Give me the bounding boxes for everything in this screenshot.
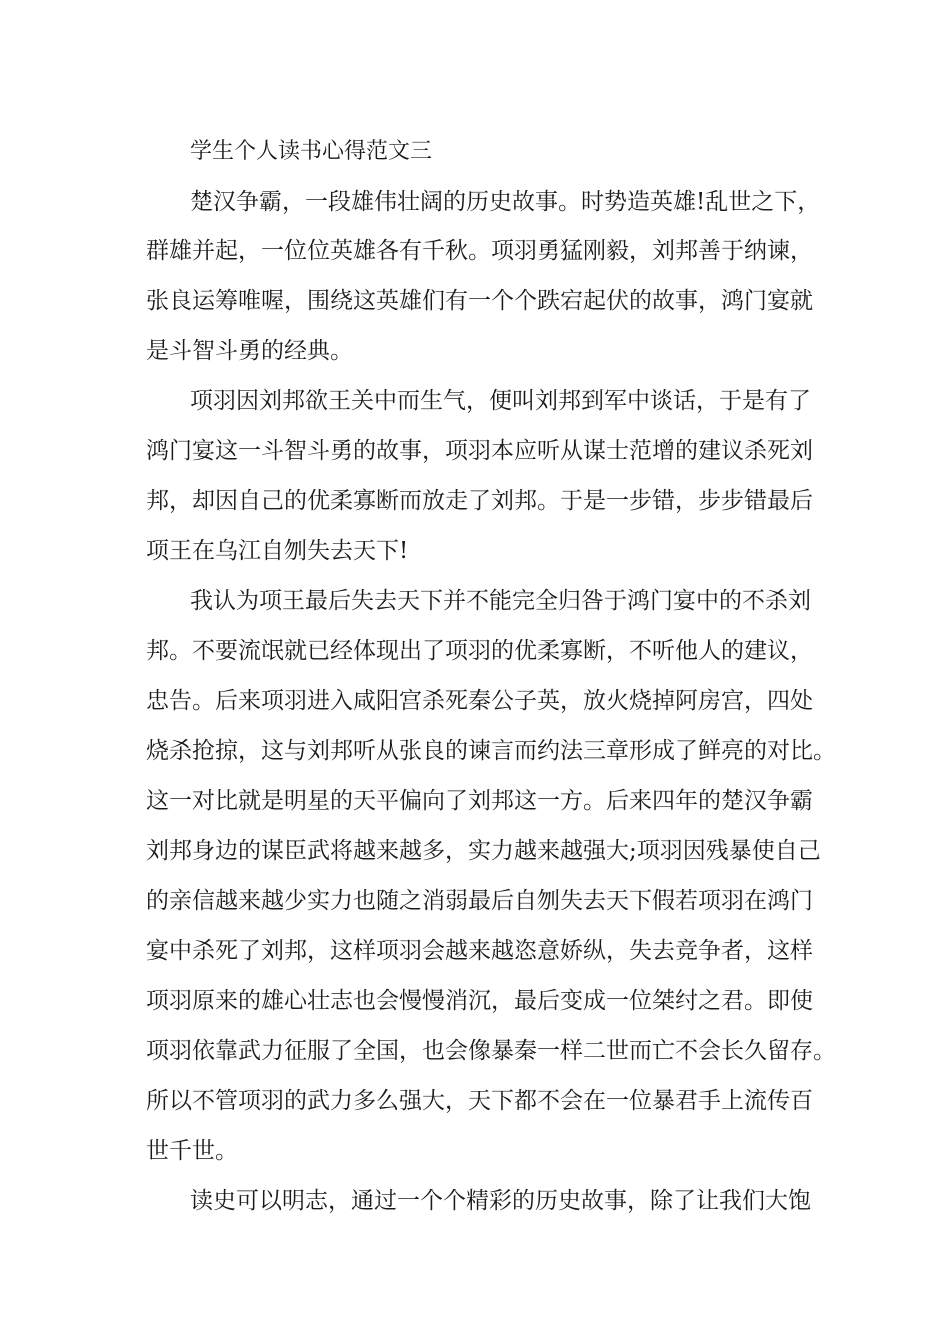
paragraph-2-line-4: 项王在乌江自刎失去天下! [146, 538, 409, 564]
paragraph-2-line-3: 邦，却因自己的优柔寡断而放走了刘邦。于是一步错，步步错最后 [146, 488, 813, 514]
paragraph-3-line-9: 项羽原来的雄心壮志也会慢慢消沉，最后变成一位桀纣之君。即使 [146, 988, 813, 1014]
paragraph-3-line-6: 刘邦身边的谋臣武将越来越多，实力越来越强大;项羽因残暴使自己 [146, 838, 821, 864]
paragraph-3-line-5: 这一对比就是明星的天平偏向了刘邦这一方。后来四年的楚汉争霸 [146, 788, 813, 814]
paragraph-1-line-4: 是斗智斗勇的经典。 [146, 338, 353, 364]
paragraph-3-line-3: 忠告。后来项羽进入咸阳宫杀死秦公子英，放火烧掉阿房宫，四处 [146, 688, 813, 714]
paragraph-4-line-1: 读史可以明志，通过一个个精彩的历史故事，除了让我们大饱 [190, 1188, 811, 1214]
paragraph-2-line-2: 鸿门宴这一斗智斗勇的故事，项羽本应听从谋士范增的建议杀死刘 [146, 438, 813, 464]
paragraph-3-line-4: 烧杀抢掠，这与刘邦听从张良的谏言而约法三章形成了鲜亮的对比。 [146, 738, 836, 764]
paragraph-3-line-1: 我认为项王最后失去天下并不能完全归咎于鸿门宴中的不杀刘 [190, 588, 811, 614]
paragraph-3-line-7: 的亲信越来越少实力也随之消弱最后自刎失去天下假若项羽在鸿门 [146, 888, 813, 914]
paragraph-3-line-2: 邦。不要流氓就已经体现出了项羽的优柔寡断，不听他人的建议， [146, 638, 813, 664]
paragraph-3-line-12: 世千世。 [146, 1138, 238, 1164]
document-title: 学生个人读书心得范文三 [190, 139, 433, 164]
paragraph-3-line-10: 项羽依靠武力征服了全国，也会像暴秦一样二世而亡不会长久留存。 [146, 1038, 836, 1064]
paragraph-3-line-11: 所以不管项羽的武力多么强大，天下都不会在一位暴君手上流传百 [146, 1088, 813, 1114]
paragraph-1-line-3: 张良运筹唯喔，围绕这英雄们有一个个跌宕起伏的故事，鸿门宴就 [146, 288, 813, 314]
paragraph-3-line-8: 宴中杀死了刘邦，这样项羽会越来越恣意娇纵，失去竞争者，这样 [146, 938, 813, 964]
paragraph-2-line-1: 项羽因刘邦欲王关中而生气，便叫刘邦到军中谈话，于是有了 [190, 388, 811, 414]
paragraph-1-line-2: 群雄并起，一位位英雄各有千秋。项羽勇猛刚毅，刘邦善于纳谏， [146, 238, 813, 264]
paragraph-1-line-1: 楚汉争霸，一段雄伟壮阔的历史故事。时势造英雄!乱世之下， [190, 189, 821, 215]
